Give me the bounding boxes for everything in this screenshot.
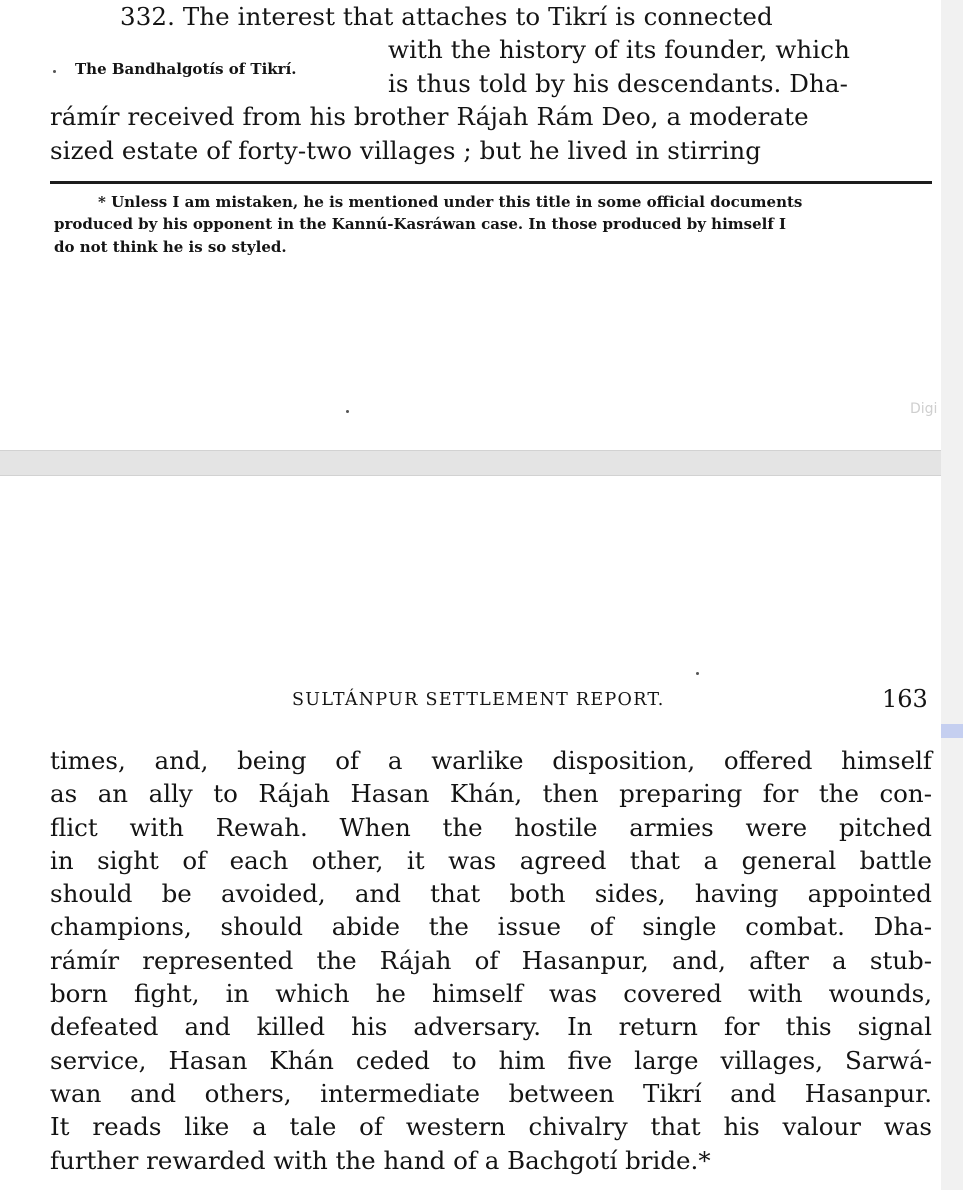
upper-page-fragment: [0, 0, 941, 450]
footnote-rule: [50, 181, 932, 184]
scrollbar-thumb[interactable]: [941, 724, 963, 738]
margin-note: The Bandhalgotís of Tikrí.: [75, 60, 297, 78]
text-line: flict with Rewah. When the hostile armies were pitched: [50, 812, 932, 842]
page-number: 163: [882, 685, 928, 713]
text-line: It reads like a tale of western chivalry that his valour was: [50, 1112, 932, 1142]
footnote-line: produced by his opponent in the Kannú-Kasráwan case. In those produced by himself I: [54, 215, 787, 233]
text-line: sized estate of forty-two villages ; but he lived in stirring: [50, 136, 762, 165]
text-line: 332. The interest that attaches to Tikrí is connected: [120, 2, 773, 31]
body-text: [50, 744, 932, 1177]
text-line: is thus told by his descendants. Dha-: [388, 69, 848, 98]
page-separator: [0, 450, 941, 476]
footnote-line: * Unless I am mistaken, he is mentioned under this title in some official documents: [98, 193, 803, 211]
text-line: in sight of each other, it was agreed that a general battle: [50, 845, 932, 875]
text-line: as an ally to Rájah Hasan Khán, then preparing for the con-: [50, 779, 932, 809]
text-line: service, Hasan Khán ceded to him five large villages, Sarwá-: [50, 1045, 932, 1075]
running-head: SULTÁNPUR SETTLEMENT REPORT.: [292, 690, 665, 710]
text-line: rámír represented the Rájah of Hasanpur, and, after a stub-: [50, 945, 932, 975]
text-line: champions, should abide the issue of single combat. Dha-: [50, 912, 932, 942]
text-line: defeated and killed his adversary. In return for this signal: [50, 1012, 932, 1042]
text-line: with the history of its founder, which: [388, 35, 850, 64]
footnote-line: do not think he is so styled.: [54, 238, 287, 256]
speck: [696, 672, 699, 675]
speck: [346, 410, 349, 413]
text-line: further rewarded with the hand of a Bachgotí bride.*: [50, 1145, 711, 1175]
scrollbar-track[interactable]: [941, 0, 963, 1190]
text-line: rámír received from his brother Rájah Rám Deo, a moderate: [50, 102, 809, 131]
text-line: wan and others, intermediate between Tikrí and Hasanpur.: [50, 1078, 932, 1108]
text-line: times, and, being of a warlike disposition, offered himself: [50, 746, 932, 775]
margin-dot: [53, 70, 56, 73]
text-line: should be avoided, and that both sides, having appointed: [50, 879, 932, 909]
watermark: Digi: [910, 401, 938, 417]
text-line: born fight, in which he himself was covered with wounds,: [50, 979, 932, 1009]
